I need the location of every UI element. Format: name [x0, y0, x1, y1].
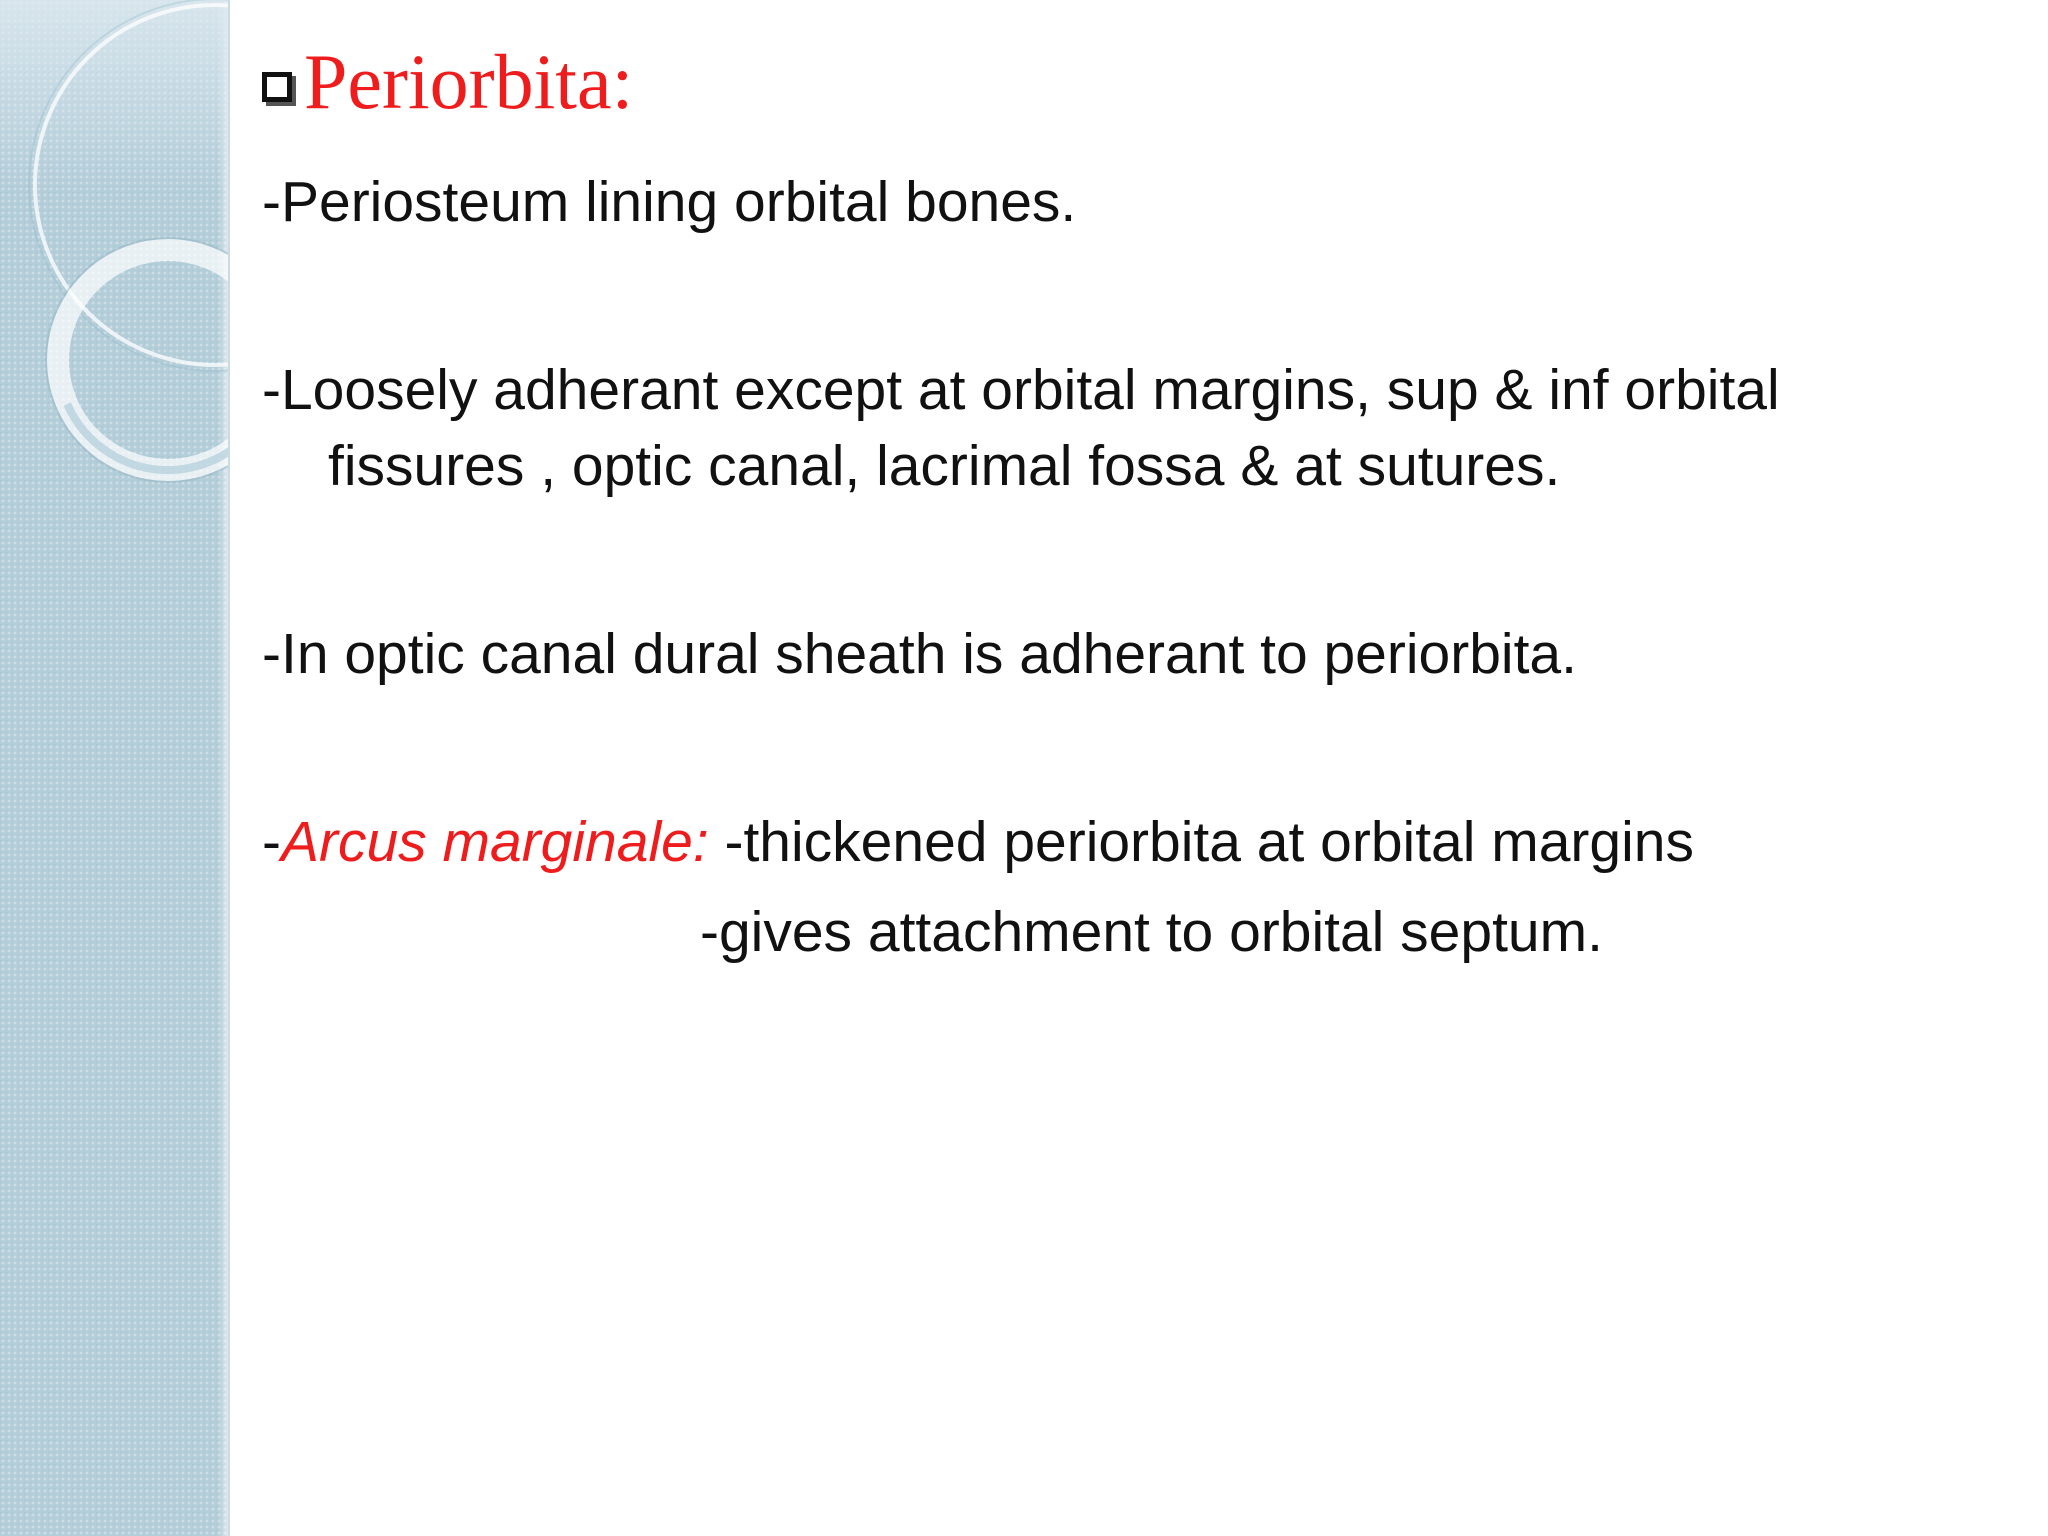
arcus-dash: -: [262, 810, 281, 874]
title-row: [262, 30, 2002, 134]
line-optic-canal: -In optic canal dural sheath is adherant to periorbita.: [262, 622, 1577, 686]
square-bullet-icon: [262, 72, 292, 102]
line-loosely-adherant-continued: fissures , optic canal, lacrimal fossa & at sutures.: [328, 434, 1561, 498]
slide-title: Periorbita:: [304, 38, 634, 125]
arcus-definition: -thickened periorbita at orbital margins: [708, 810, 1694, 874]
line-loosely-adherant: [262, 352, 2002, 504]
line-arcus-marginale: [262, 804, 2002, 880]
decorative-rings-icon: [0, 0, 228, 520]
arcus-marginale-term: Arcus marginale:: [280, 810, 709, 874]
line-orbital-septum: -gives attachment to orbital septum.: [700, 900, 1603, 964]
line-loosely-adherant-first: -Loosely adherant except at orbital margins, sup & inf orbital: [262, 358, 1780, 422]
line-periosteum: -Periosteum lining orbital bones.: [262, 170, 1077, 234]
slide-content: [262, 30, 2002, 970]
